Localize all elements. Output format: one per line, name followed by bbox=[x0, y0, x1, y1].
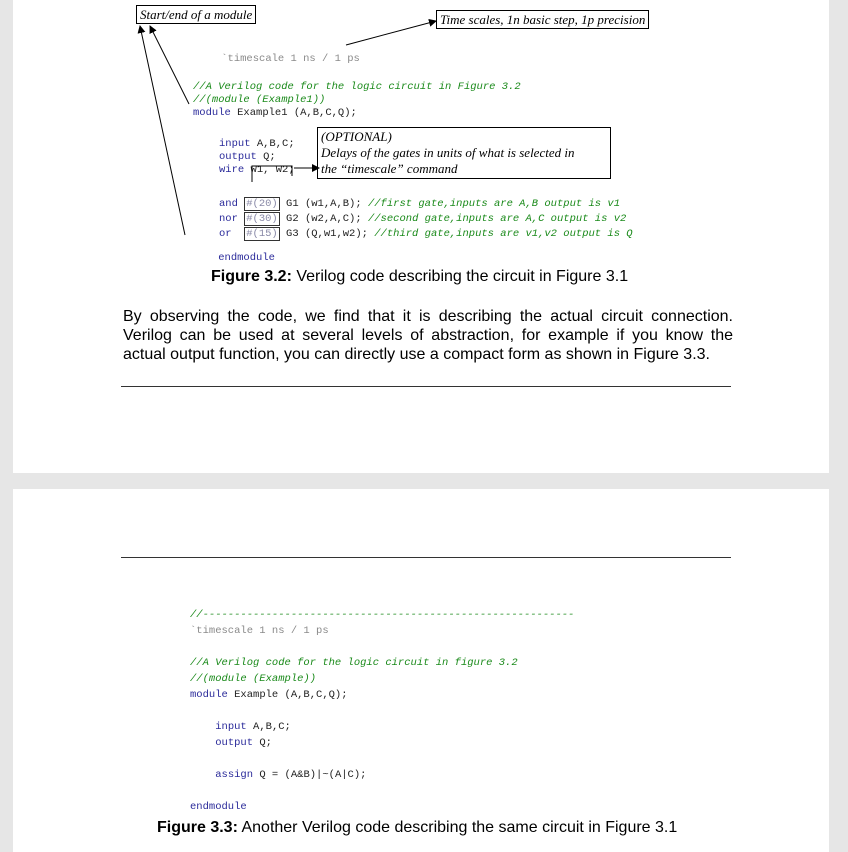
body-paragraph: By observing the code, we find that it is describing the actual circuit connection. Verilog can be used at several levels of abstraction, for example if you know the actual output function, you can directly use a compact form as shown in Figure 3.3. bbox=[123, 308, 733, 363]
code2-comment-2: //(module (Example)) bbox=[190, 673, 317, 685]
code-comment-2: //(module (Example1)) bbox=[193, 94, 326, 106]
annotation-arrows bbox=[13, 0, 829, 473]
gate2-delay: #(30) bbox=[246, 213, 278, 225]
module-signature: Example1 (A,B,C,Q); bbox=[230, 107, 357, 119]
code2-comment-1: //A Verilog code for the logic circuit in figure 3.2 bbox=[190, 657, 518, 669]
time-scales-annotation: Time scales, 1n basic step, 1p precision bbox=[436, 10, 649, 29]
document-page-2 bbox=[13, 489, 829, 852]
arrow-to-module bbox=[150, 26, 189, 104]
code2-timescale: `timescale 1 ns / 1 ps bbox=[190, 625, 329, 637]
figure-3-3-caption bbox=[157, 819, 677, 837]
code2-output-keyword: output bbox=[215, 737, 254, 749]
code2-input-keyword: input bbox=[215, 721, 247, 733]
code2-endmodule: endmodule bbox=[190, 801, 247, 813]
gate2-keyword: nor bbox=[219, 213, 238, 225]
document-page-1 bbox=[13, 0, 829, 473]
figure-3-3-text: Another Verilog code describing the same circuit in Figure 3.1 bbox=[237, 819, 678, 836]
gate1-delay: #(20) bbox=[246, 198, 278, 210]
optional-line-2: the “timescale” command bbox=[321, 161, 458, 176]
code2-assign-expr: Q = (A&B)|~(A|C); bbox=[253, 769, 367, 781]
input-keyword: input bbox=[219, 138, 251, 150]
module-keyword: module bbox=[193, 107, 231, 119]
code-comment-1: //A Verilog code for the logic circuit in Figure 3.2 bbox=[193, 81, 521, 93]
output-decl: Q; bbox=[256, 151, 276, 163]
page1-divider bbox=[121, 386, 731, 387]
start-end-annotation: Start/end of a module bbox=[136, 5, 256, 24]
timescale-line: `timescale 1 ns / 1 ps bbox=[221, 53, 360, 65]
arrow-to-endmodule bbox=[140, 26, 185, 235]
code2-assign-keyword: assign bbox=[215, 769, 254, 781]
output-keyword: output bbox=[219, 151, 257, 163]
endmodule-keyword: endmodule bbox=[218, 252, 275, 264]
page2-divider bbox=[121, 557, 731, 558]
code2-input-decl: A,B,C; bbox=[246, 721, 291, 733]
gate3-comment: //third gate,inputs are v1,v2 output is Q bbox=[367, 228, 633, 240]
code2-module-keyword: module bbox=[190, 689, 228, 701]
figure-3-2-text: Verilog code describing the circuit in Figure 3.1 bbox=[291, 268, 629, 285]
code2-output-decl: Q; bbox=[253, 737, 272, 749]
arrow-to-timescale bbox=[346, 21, 436, 45]
figure-3-2-caption bbox=[211, 268, 628, 286]
gate1-keyword: and bbox=[219, 198, 238, 210]
wire-decl: w1, w2; bbox=[244, 164, 295, 176]
code-block-2 bbox=[190, 591, 574, 815]
optional-title: (OPTIONAL) bbox=[321, 129, 392, 144]
figure-3-2-label: Figure 3.2: bbox=[211, 268, 292, 285]
gate3-delay: #(15) bbox=[246, 228, 278, 240]
gate3-decl: G3 (Q,w1,w2); bbox=[279, 228, 368, 240]
code2-module-signature: Example (A,B,C,Q); bbox=[227, 689, 348, 701]
gate1-decl: G1 (w1,A,B); bbox=[279, 198, 362, 210]
input-decl: A,B,C; bbox=[250, 138, 295, 150]
gate2-comment: //second gate,inputs are A,C output is v2 bbox=[361, 213, 627, 225]
figure-3-3-label: Figure 3.3: bbox=[157, 819, 238, 836]
gate2-decl: G2 (w2,A,C); bbox=[279, 213, 362, 225]
gate3-keyword: or bbox=[219, 228, 232, 240]
optional-line-1: Delays of the gates in units of what is selected in bbox=[321, 145, 575, 160]
code2-divider-comment: //----------------------------------------------------------- bbox=[190, 609, 575, 621]
gate1-comment: //first gate,inputs are A,B output is v1 bbox=[361, 198, 620, 210]
bracket-to-delays bbox=[252, 166, 292, 182]
wire-keyword: wire bbox=[219, 164, 245, 176]
